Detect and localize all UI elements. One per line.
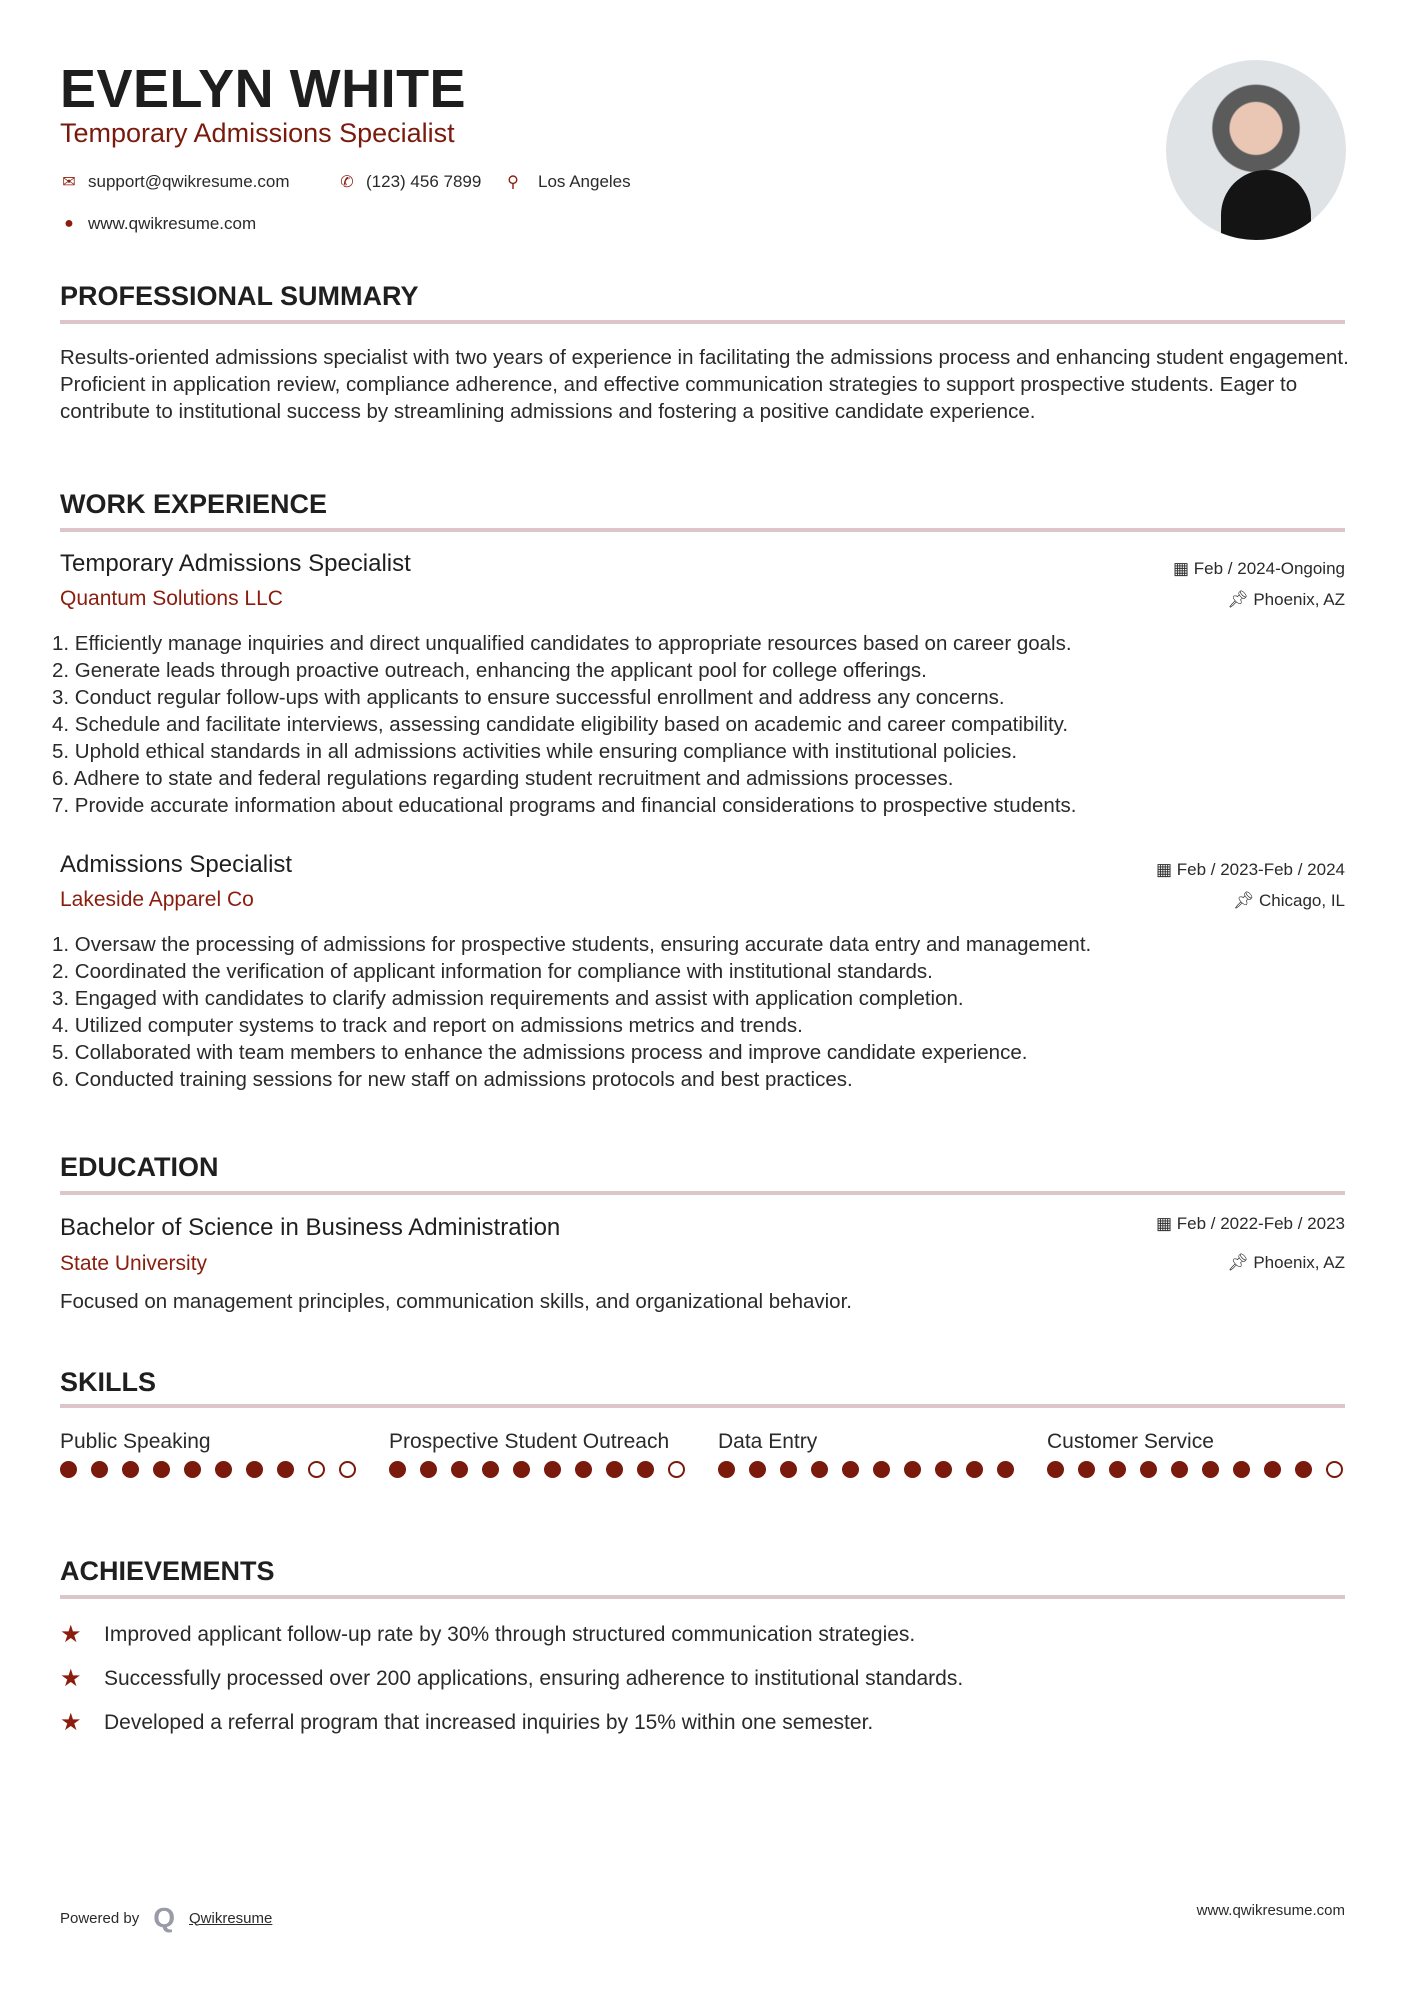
phone-icon: ✆ — [340, 174, 354, 191]
job-dates — [1173, 559, 1345, 579]
list-item: 2. Coordinated the verification of applicant information for compliance with institutional standards. — [52, 960, 933, 983]
rating-dot-filled — [780, 1461, 797, 1478]
rating-dot-filled — [749, 1461, 766, 1478]
achievement-item — [60, 1708, 873, 1737]
envelope-icon: ✉ — [62, 174, 76, 191]
list-item: 5. Collaborated with team members to enhance the admissions process and improve candidate experience. — [52, 1041, 1028, 1064]
skill-rating — [389, 1461, 689, 1478]
rating-dot-filled — [420, 1461, 437, 1478]
qwikresume-logo-icon: Q — [153, 1902, 175, 1933]
rating-dot-filled — [873, 1461, 890, 1478]
list-item: 1. Efficiently manage inquiries and direct unqualified candidates to appropriate resources based on career goals. — [52, 632, 1072, 655]
calendar-icon: ▦ — [1155, 1214, 1177, 1233]
footer-powered-by — [60, 1902, 272, 1934]
list-item: 3. Conduct regular follow-ups with applicants to ensure successful enrollment and address any concerns. — [52, 686, 1005, 709]
powered-by-label: Powered by — [60, 1909, 140, 1927]
rating-dot-filled — [1140, 1461, 1157, 1478]
rating-dot-filled — [184, 1461, 201, 1478]
achievement-text: Developed a referral program that increased inquiries by 15% within one semester. — [104, 1710, 874, 1734]
contact-email — [60, 172, 290, 192]
achievement-item — [60, 1664, 963, 1693]
responsibilities-list — [52, 931, 1352, 1093]
list-item: 7. Provide accurate information about educational programs and financial considerations to prospective students. — [52, 794, 1077, 817]
list-item: 2. Generate leads through proactive outreach, enhancing the applicant pool for college offerings. — [52, 659, 927, 682]
rating-dot-empty — [308, 1461, 325, 1478]
list-item: 6. Conducted training sessions for new staff on admissions protocols and best practices. — [52, 1068, 853, 1091]
section-divider — [60, 528, 1345, 532]
email-text[interactable]: support@qwikresume.com — [88, 172, 290, 191]
degree: Bachelor of Science in Business Administration — [60, 1214, 561, 1241]
section-heading-skills: SKILLS — [60, 1367, 157, 1397]
calendar-icon: ▦ — [1172, 559, 1194, 578]
website-text[interactable]: www.qwikresume.com — [88, 214, 257, 233]
star-icon: ★ — [60, 1621, 82, 1648]
rating-dot-filled — [1078, 1461, 1095, 1478]
rating-dot-filled — [718, 1461, 735, 1478]
responsibilities-list — [52, 630, 1352, 819]
footer-website[interactable]: www.qwikresume.com — [1196, 1902, 1345, 1919]
rating-dot-filled — [451, 1461, 468, 1478]
section-divider — [60, 1595, 1345, 1599]
rating-dot-empty — [668, 1461, 685, 1478]
job-title: Temporary Admissions Specialist — [60, 550, 411, 577]
section-heading-education: EDUCATION — [60, 1152, 219, 1182]
rating-dot-filled — [544, 1461, 561, 1478]
profile-photo — [1166, 60, 1346, 240]
list-item: 5. Uphold ethical standards in all admissions activities while ensuring compliance with institutional policies. — [52, 740, 1018, 763]
rating-dot-filled — [904, 1461, 921, 1478]
job-location — [1227, 590, 1345, 610]
company-name: Lakeside Apparel Co — [60, 888, 254, 911]
list-item: 4. Utilized computer systems to track and report on admissions metrics and trends. — [52, 1014, 803, 1037]
school: State University — [60, 1252, 208, 1275]
rating-dot-filled — [606, 1461, 623, 1478]
pin-icon: 📌︎ — [1227, 1253, 1254, 1272]
dates-text: Feb / 2023-Feb / 2024 — [1176, 860, 1345, 879]
education-description: Focused on management principles, communication skills, and organizational behavior. — [60, 1290, 852, 1313]
education-location: 📌︎ Phoenix, AZ — [1227, 1253, 1345, 1272]
pin-icon: 📌︎ — [1227, 590, 1254, 609]
rating-dot-filled — [153, 1461, 170, 1478]
skill-name: Prospective Student Outreach — [389, 1430, 670, 1453]
achievement-item — [60, 1620, 915, 1649]
rating-dot-filled — [513, 1461, 530, 1478]
section-divider — [60, 1191, 1345, 1195]
list-item: 6. Adhere to state and federal regulations regarding student recruitment and admissions processes. — [52, 767, 954, 790]
rating-dot-filled — [966, 1461, 983, 1478]
company-name: Quantum Solutions LLC — [60, 587, 283, 610]
rating-dot-filled — [122, 1461, 139, 1478]
rating-dot-filled — [1109, 1461, 1126, 1478]
job-title: Temporary Admissions Specialist — [60, 118, 455, 148]
star-icon: ★ — [60, 1709, 82, 1736]
rating-dot-filled — [1047, 1461, 1064, 1478]
education-dates: ▦ Feb / 2022-Feb / 2023 — [1155, 1214, 1345, 1233]
section-divider — [60, 320, 1345, 324]
skill-name: Data Entry — [718, 1430, 818, 1453]
contact-location — [504, 172, 631, 192]
rating-dot-filled — [935, 1461, 952, 1478]
qwikresume-link[interactable]: Qwikresume — [189, 1909, 273, 1927]
pin-icon: 📌︎ — [1232, 891, 1259, 910]
dates-text: Feb / 2024-Ongoing — [1193, 559, 1345, 578]
location-text: Phoenix, AZ — [1253, 590, 1345, 609]
rating-dot-filled — [1171, 1461, 1188, 1478]
rating-dot-filled — [997, 1461, 1014, 1478]
skill-name: Customer Service — [1047, 1430, 1214, 1453]
rating-dot-filled — [215, 1461, 232, 1478]
achievement-text: Successfully processed over 200 applications, ensuring adherence to institutional standards. — [104, 1666, 964, 1690]
rating-dot-filled — [575, 1461, 592, 1478]
achievement-text: Improved applicant follow-up rate by 30% through structured communication strategies. — [104, 1622, 916, 1646]
section-heading-achievements: ACHIEVEMENTS — [60, 1556, 275, 1586]
location-text: Los Angeles — [538, 172, 631, 191]
skill-rating — [60, 1461, 360, 1478]
rating-dot-filled — [277, 1461, 294, 1478]
job-title: Admissions Specialist — [60, 851, 293, 878]
rating-dot-filled — [1233, 1461, 1250, 1478]
rating-dot-empty — [1326, 1461, 1343, 1478]
calendar-icon: ▦ — [1155, 860, 1177, 879]
contact-phone — [338, 172, 481, 192]
rating-dot-filled — [91, 1461, 108, 1478]
skill-name: Public Speaking — [60, 1430, 211, 1453]
rating-dot-empty — [339, 1461, 356, 1478]
contact-website — [60, 214, 256, 234]
rating-dot-filled — [637, 1461, 654, 1478]
job-dates — [1156, 860, 1345, 880]
list-item: 4. Schedule and facilitate interviews, assessing candidate eligibility based on academic and career compatibility. — [52, 713, 1069, 736]
rating-dot-filled — [389, 1461, 406, 1478]
skill-rating — [718, 1461, 1018, 1478]
skill-item — [1047, 1428, 1347, 1478]
candidate-name: EVELYN WHITE — [60, 59, 467, 119]
skill-item — [389, 1428, 689, 1478]
rating-dot-filled — [1202, 1461, 1219, 1478]
rating-dot-filled — [246, 1461, 263, 1478]
star-icon: ★ — [60, 1665, 82, 1692]
location-text: Chicago, IL — [1259, 891, 1345, 910]
list-item: 1. Oversaw the processing of admissions for prospective students, ensuring accurate data entry and management. — [52, 933, 1092, 956]
list-item: 3. Engaged with candidates to clarify admission requirements and assist with application completion. — [52, 987, 964, 1010]
rating-dot-filled — [482, 1461, 499, 1478]
phone-text: (123) 456 7899 — [366, 172, 482, 191]
rating-dot-filled — [811, 1461, 828, 1478]
rating-dot-filled — [1264, 1461, 1281, 1478]
skill-rating — [1047, 1461, 1347, 1478]
summary-text: Results-oriented admissions specialist with two years of experience in facilitating the admissions process and enhancing student engagement. Proficient in application review, compliance adherence, and effective communication strategies to support prospective students. Eager to contribute to institutional success by streamlining admissions and fostering a positive candidate experience. — [60, 346, 1349, 423]
job-location — [1233, 891, 1345, 911]
section-heading-experience: WORK EXPERIENCE — [60, 489, 328, 519]
rating-dot-filled — [1295, 1461, 1312, 1478]
section-heading-summary: PROFESSIONAL SUMMARY — [60, 281, 419, 311]
globe-icon: ● — [64, 215, 74, 232]
map-pin-icon: ⚲ — [507, 174, 519, 191]
skill-item — [60, 1428, 360, 1478]
rating-dot-filled — [60, 1461, 77, 1478]
rating-dot-filled — [842, 1461, 859, 1478]
section-divider — [60, 1404, 1345, 1408]
skill-item — [718, 1428, 1018, 1478]
